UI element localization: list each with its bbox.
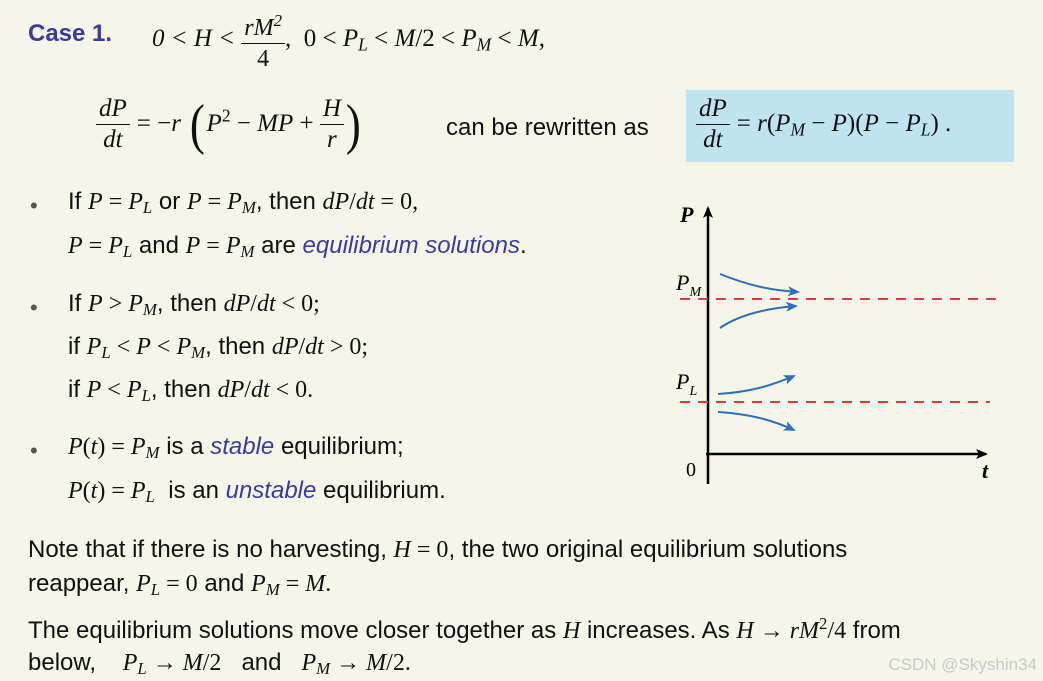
flow-arrow	[718, 376, 794, 394]
bullet-dot: •	[30, 193, 38, 218]
bullet2-line1: If $P > P_M$, then dP/dt < 0;	[68, 290, 320, 320]
case-condition-formula: 0 < H < $\frac{rM^2}{4}$ , $0 < P_L < M/2 < P_M < M$,	[152, 6, 545, 74]
bullet1-line1: If $P = P_L$ or $P = P_M$, then dP/dt = 0,	[68, 188, 419, 218]
bullet-dot: •	[30, 438, 38, 463]
bullet2-line2: if $P_L < P < P_M$, then dP/dt > 0;	[68, 333, 369, 363]
note2-line2: below, $P_L \to M/2$ and $P_M \to M/2$.	[28, 649, 411, 679]
pm-label: $P_M$	[676, 270, 702, 300]
bullet3-line1: $P(t) = P_M$ is a stable equilibrium;	[68, 433, 404, 463]
x-axis-label: t	[982, 458, 989, 483]
y-axis-label: P	[680, 202, 694, 227]
phase-line-figure	[660, 196, 1040, 492]
bullet1-line2: $P = P_L$ and $P = P_M$ are equilibrium solutions.	[68, 232, 527, 262]
flow-arrow	[720, 306, 796, 328]
origin-label: 0	[686, 459, 696, 481]
bullet2-line3: if $P < P_L$, then dP/dt < 0.	[68, 376, 314, 406]
flow-arrow	[720, 274, 798, 292]
factored-formula: $\frac{dP}{dt}$ = $r(P_M - P)(P - P_L)$ .	[696, 94, 951, 155]
watermark: CSDN @Skyshin34	[888, 655, 1037, 674]
note2-line1: The equilibrium solutions move closer together as H increases. As $H \to rM^2/4$ from	[28, 614, 901, 645]
pl-label: $P_L$	[676, 369, 698, 399]
rewritten-text: can be rewritten as	[446, 114, 649, 141]
ode-formula: $\frac{dP}{dt}$ = −r ($P^2$ − MP + $\frac{H}{r}$ )	[96, 94, 363, 155]
bullet-dot: •	[30, 295, 38, 320]
bullet3-line2: $P(t) = P_L$ is an unstable equilibrium.	[68, 477, 446, 507]
case-label: Case 1.	[28, 20, 113, 47]
note-line2: reappear, $P_L = 0$ and $P_M = M$.	[28, 570, 332, 600]
flow-arrow	[718, 412, 794, 430]
note-line1: Note that if there is no harvesting, H = 0, the two original equilibrium solutions	[28, 536, 848, 563]
